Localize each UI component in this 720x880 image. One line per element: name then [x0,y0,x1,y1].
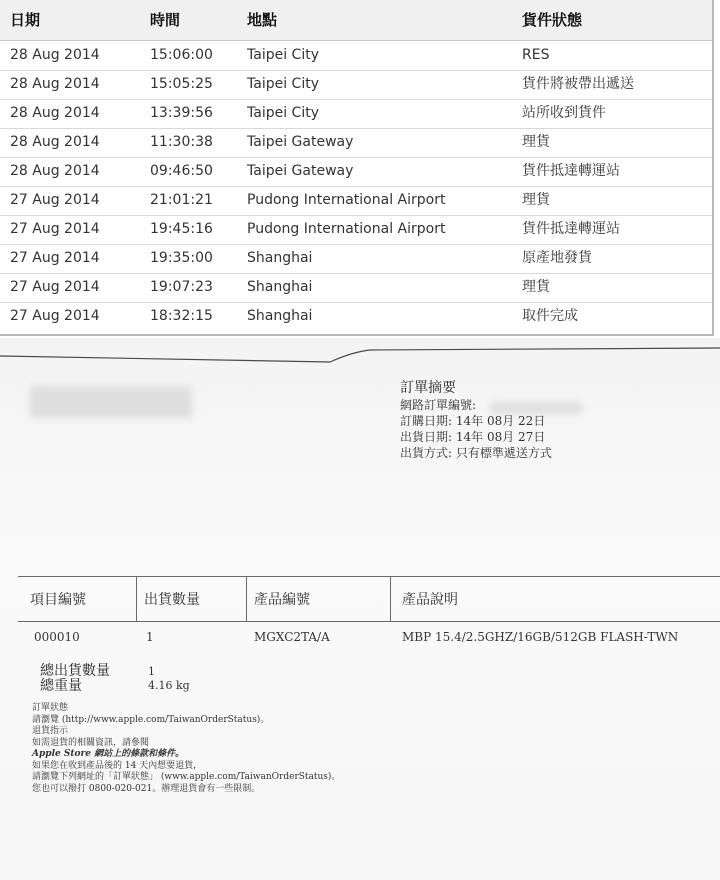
item-product-no: MGXC2TA/A [254,630,330,644]
col-qty: 出貨數量 [144,592,200,608]
note-return-heading: 退貨指示 [32,726,69,736]
row-status: 理貨 [522,192,550,208]
tracking-row [0,70,712,100]
tracking-header-row [0,0,712,41]
ship-method-label: 出貨方式: [400,446,453,460]
row-time: 19:35:00 [150,250,213,266]
note-return-url: 請瀏覽下列網址的「訂單狀態」 (www.apple.com/TaiwanOrderStatus)。 [32,772,341,782]
header-status: 貨件狀態 [522,11,583,29]
tracking-row [0,302,712,331]
tracking-row [0,273,712,303]
tracking-row [0,99,712,129]
col-item-no: 項目編號 [30,592,86,608]
row-location: Taipei Gateway [247,163,354,179]
tracking-row [0,128,712,158]
item-table-header [18,576,720,622]
row-time: 11:30:38 [150,134,213,150]
column-divider [136,577,137,621]
note-return-info: 如需退貨的相關資訊，請參閱 [32,737,150,748]
col-description: 產品說明 [402,592,458,608]
row-location: Shanghai [247,250,313,266]
ship-method-line [400,445,552,461]
order-date-label: 訂購日期: [400,414,453,428]
column-divider [246,577,247,621]
row-location: Shanghai [247,279,313,295]
header-date: 日期 [10,11,41,29]
totals-labels [40,664,110,694]
row-date: 28 Aug 2014 [10,134,100,150]
row-location: Taipei City [247,47,319,63]
total-qty-value: 1 [148,665,155,678]
row-status: 站所收到貨件 [522,105,606,121]
tracking-row [0,41,712,71]
row-date: 27 Aug 2014 [10,221,100,237]
redacted-address [30,386,192,418]
row-status: 貨件抵達轉運站 [522,221,620,237]
row-status: 理貨 [522,134,550,150]
row-status: 貨件將被帶出遞送 [522,76,634,92]
row-date: 28 Aug 2014 [10,105,100,121]
total-weight-label: 總重量 [40,678,82,694]
row-status: RES [522,47,550,63]
note-order-status-heading: 訂單狀態 [32,703,69,713]
total-qty-label: 總出貨數量 [40,663,110,679]
row-location: Taipei City [247,105,319,121]
order-date-line [400,413,552,429]
note-phone: 您也可以撥打 0800-020-021。辦理退貨會有一些限制。 [32,783,261,794]
row-time: 09:46:50 [150,163,213,179]
row-location: Shanghai [247,308,313,324]
item-qty: 1 [146,630,154,644]
totals-values [148,665,190,693]
row-time: 21:01:21 [150,192,213,208]
row-time: 19:07:23 [150,279,213,295]
row-date: 27 Aug 2014 [10,279,100,295]
row-location: Pudong International Airport [247,221,446,237]
col-product-no: 產品編號 [254,592,310,608]
order-notes [32,703,340,795]
ship-date-value: 14年 08月 27日 [455,430,546,444]
tracking-table [0,0,714,336]
header-location: 地點 [247,11,278,29]
row-date: 27 Aug 2014 [10,308,100,324]
total-weight-value: 4.16 kg [148,679,190,692]
row-time: 15:06:00 [150,47,213,63]
order-document [0,338,720,880]
row-date: 27 Aug 2014 [10,192,100,208]
row-status: 貨件抵達轉運站 [522,163,620,179]
row-time: 15:05:25 [150,76,213,92]
note-return-window: 如果您在收到產品後的 14 天內想要退貨， [32,760,203,771]
row-time: 19:45:16 [150,221,213,237]
tracking-row [0,157,712,187]
row-time: 18:32:15 [150,308,213,324]
row-date: 28 Aug 2014 [10,163,100,179]
item-no: 000010 [34,630,80,644]
order-summary [400,380,552,461]
tracking-row [0,244,712,274]
summary-title: 訂單摘要 [400,380,456,396]
row-status: 取件完成 [522,308,578,324]
row-date: 28 Aug 2014 [10,76,100,92]
row-time: 13:39:56 [150,105,213,121]
column-divider [390,577,391,621]
order-date-value: 14年 08月 22日 [455,414,546,428]
ship-date-line [400,429,552,445]
row-location: Taipei City [247,76,319,92]
note-order-status-url: 請瀏覽 (http://www.apple.com/TaiwanOrderStatus)。 [32,714,270,725]
row-date: 28 Aug 2014 [10,47,100,63]
row-location: Pudong International Airport [247,192,446,208]
order-number-line [400,397,552,413]
order-number-label: 網路訂單編號: [400,398,477,412]
ship-date-label: 出貨日期: [400,430,453,444]
tracking-row [0,186,712,216]
item-description: MBP 15.4/2.5GHZ/16GB/512GB FLASH-TWN [402,630,679,644]
row-status: 原產地發貨 [522,250,592,266]
ship-method-value: 只有標準遞送方式 [455,446,552,460]
row-location: Taipei Gateway [247,134,354,150]
header-time: 時間 [150,11,181,29]
row-status: 理貨 [522,279,550,295]
tracking-row [0,215,712,245]
row-date: 27 Aug 2014 [10,250,100,266]
note-terms: Apple Store 網站上的條款和條件。 [32,749,185,759]
